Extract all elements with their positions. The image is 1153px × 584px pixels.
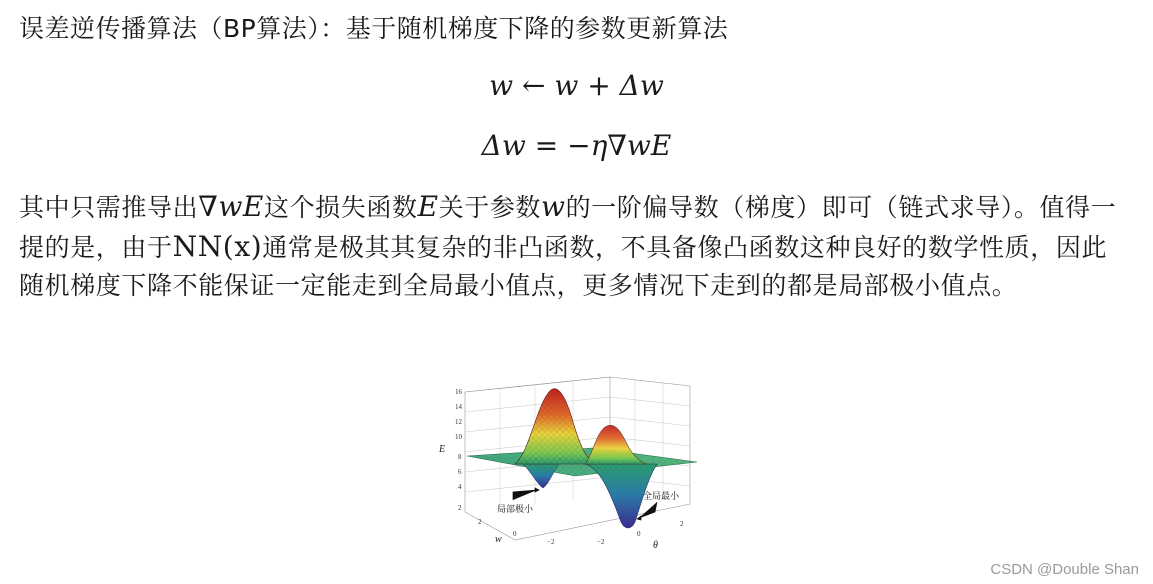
w-tick: −2 bbox=[547, 538, 555, 546]
explanation-paragraph bbox=[19, 188, 1129, 306]
theta-tick: 0 bbox=[637, 530, 641, 538]
annotation-local-min-label: 局部极小 bbox=[497, 504, 534, 514]
csdn-watermark: CSDN @Double Shan bbox=[990, 561, 1139, 578]
z-tick: 6 bbox=[458, 468, 462, 476]
annotation-global-min-label: 全局最小 bbox=[643, 491, 680, 501]
theta-axis-label: θ bbox=[653, 540, 658, 551]
gradient-symbol: ∇wE bbox=[198, 190, 264, 223]
equation-delta-w bbox=[0, 126, 1153, 166]
z-tick: 14 bbox=[455, 403, 462, 411]
theta-tick: −2 bbox=[597, 538, 605, 546]
loss-surface-figure bbox=[425, 372, 715, 557]
para-text-1: 其中只需推导出 bbox=[19, 193, 199, 222]
z-tick: 16 bbox=[455, 388, 462, 396]
equation-2: Δw = −η∇wE bbox=[481, 129, 672, 162]
param-symbol: w bbox=[541, 190, 566, 223]
z-tick: 12 bbox=[455, 418, 462, 426]
para-text-4: 的一阶偏导数（梯度）即可（链式求导）。值得一提的是，由于 bbox=[19, 193, 1117, 262]
w-axis-label: w bbox=[495, 534, 502, 545]
z-tick: 8 bbox=[458, 453, 462, 461]
loss-surface-plot bbox=[425, 372, 715, 557]
w-tick: 0 bbox=[513, 530, 517, 538]
z-axis bbox=[455, 388, 463, 512]
z-tick: 2 bbox=[458, 504, 462, 512]
para-text-5: 通常是极其其复杂的非凸函数，不具备像凸函数这种良好的数学性质，因此随机梯度下降不能保证一定能走到全局最小值点，更多情况下走到的都是局部极小值点。 bbox=[19, 232, 1108, 300]
equation-1: w ← w + Δw bbox=[489, 69, 664, 102]
equation-weight-update bbox=[0, 66, 1153, 106]
para-text-3: 关于参数 bbox=[438, 193, 542, 222]
theta-tick: 2 bbox=[680, 520, 684, 528]
z-tick: 4 bbox=[458, 483, 462, 491]
w-tick: 2 bbox=[478, 518, 482, 526]
z-tick: 10 bbox=[455, 433, 462, 441]
network-symbol: NN(x) bbox=[172, 229, 263, 263]
loss-symbol: E bbox=[417, 190, 439, 223]
para-text-2: 这个损失函数 bbox=[263, 193, 418, 222]
z-axis-label: E bbox=[439, 444, 446, 455]
page-heading: 误差逆传播算法（BP算法）：基于随机梯度下降的参数更新算法 bbox=[19, 14, 729, 43]
